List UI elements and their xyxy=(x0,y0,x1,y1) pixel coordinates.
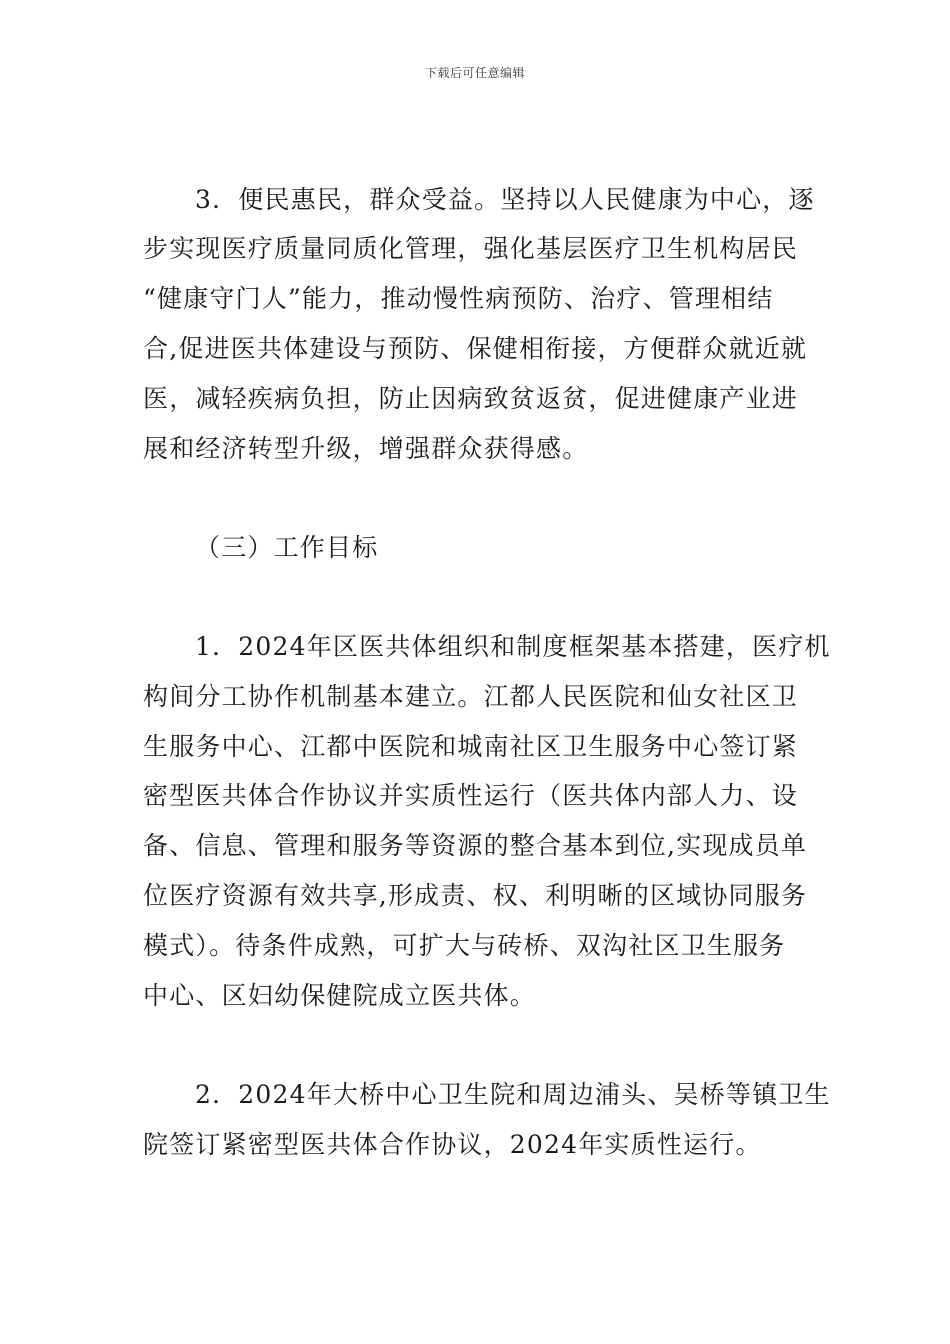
section-heading: （三）工作目标 xyxy=(195,533,379,562)
paragraph-1-line: 1．2024年区医共体组织和制度框架基本搭建，医疗机 xyxy=(195,632,831,661)
paragraph-2-line: 院签订紧密型医共体合作协议，2024年实质性运行。 xyxy=(143,1130,762,1159)
header-note: 下载后可任意编辑 xyxy=(424,66,525,80)
paragraph-3-line: 步实现医疗质量同质化管理，强化基层医疗卫生机构居民 xyxy=(143,234,799,263)
paragraph-3-line: 医，减轻疾病负担，防止因病致贫返贫，促进健康产业进 xyxy=(143,384,799,413)
paragraph-1-line: 备、信息、管理和服务等资源的整合基本到位,实现成员单 xyxy=(143,831,808,860)
paragraph-1-line: 中心、区妇幼保健院成立医共体。 xyxy=(143,981,537,1010)
paragraph-2-line: 2．2024年大桥中心卫生院和周边浦头、吴桥等镇卫生 xyxy=(195,1080,831,1109)
paragraph-3-line: “健康守门人”能力，推动慢性病预防、治疗、管理相结 xyxy=(143,284,774,313)
paragraph-1-line: 生服务中心、江都中医院和城南社区卫生服务中心签订紧 xyxy=(143,732,799,761)
paragraph-1-line: 模式）。待条件成熟，可扩大与砖桥、双沟社区卫生服务 xyxy=(143,931,786,960)
paragraph-3-line: 展和经济转型升级，增强群众获得感。 xyxy=(143,434,589,463)
paragraph-1-line: 密型医共体合作协议并实质性运行（医共体内部人力、设 xyxy=(143,781,799,810)
paragraph-3-line: 合,促进医共体建设与预防、保健相衔接，方便群众就近就 xyxy=(143,334,808,363)
paragraph-3-line: 3．便民惠民，群众受益。坚持以人民健康为中心，逐 xyxy=(195,185,815,214)
paragraph-1-line: 构间分工协作机制基本建立。江都人民医院和仙女社区卫 xyxy=(143,682,799,711)
paragraph-1-line: 位医疗资源有效共享,形成责、权、利明晰的区域协同服务 xyxy=(143,881,808,910)
